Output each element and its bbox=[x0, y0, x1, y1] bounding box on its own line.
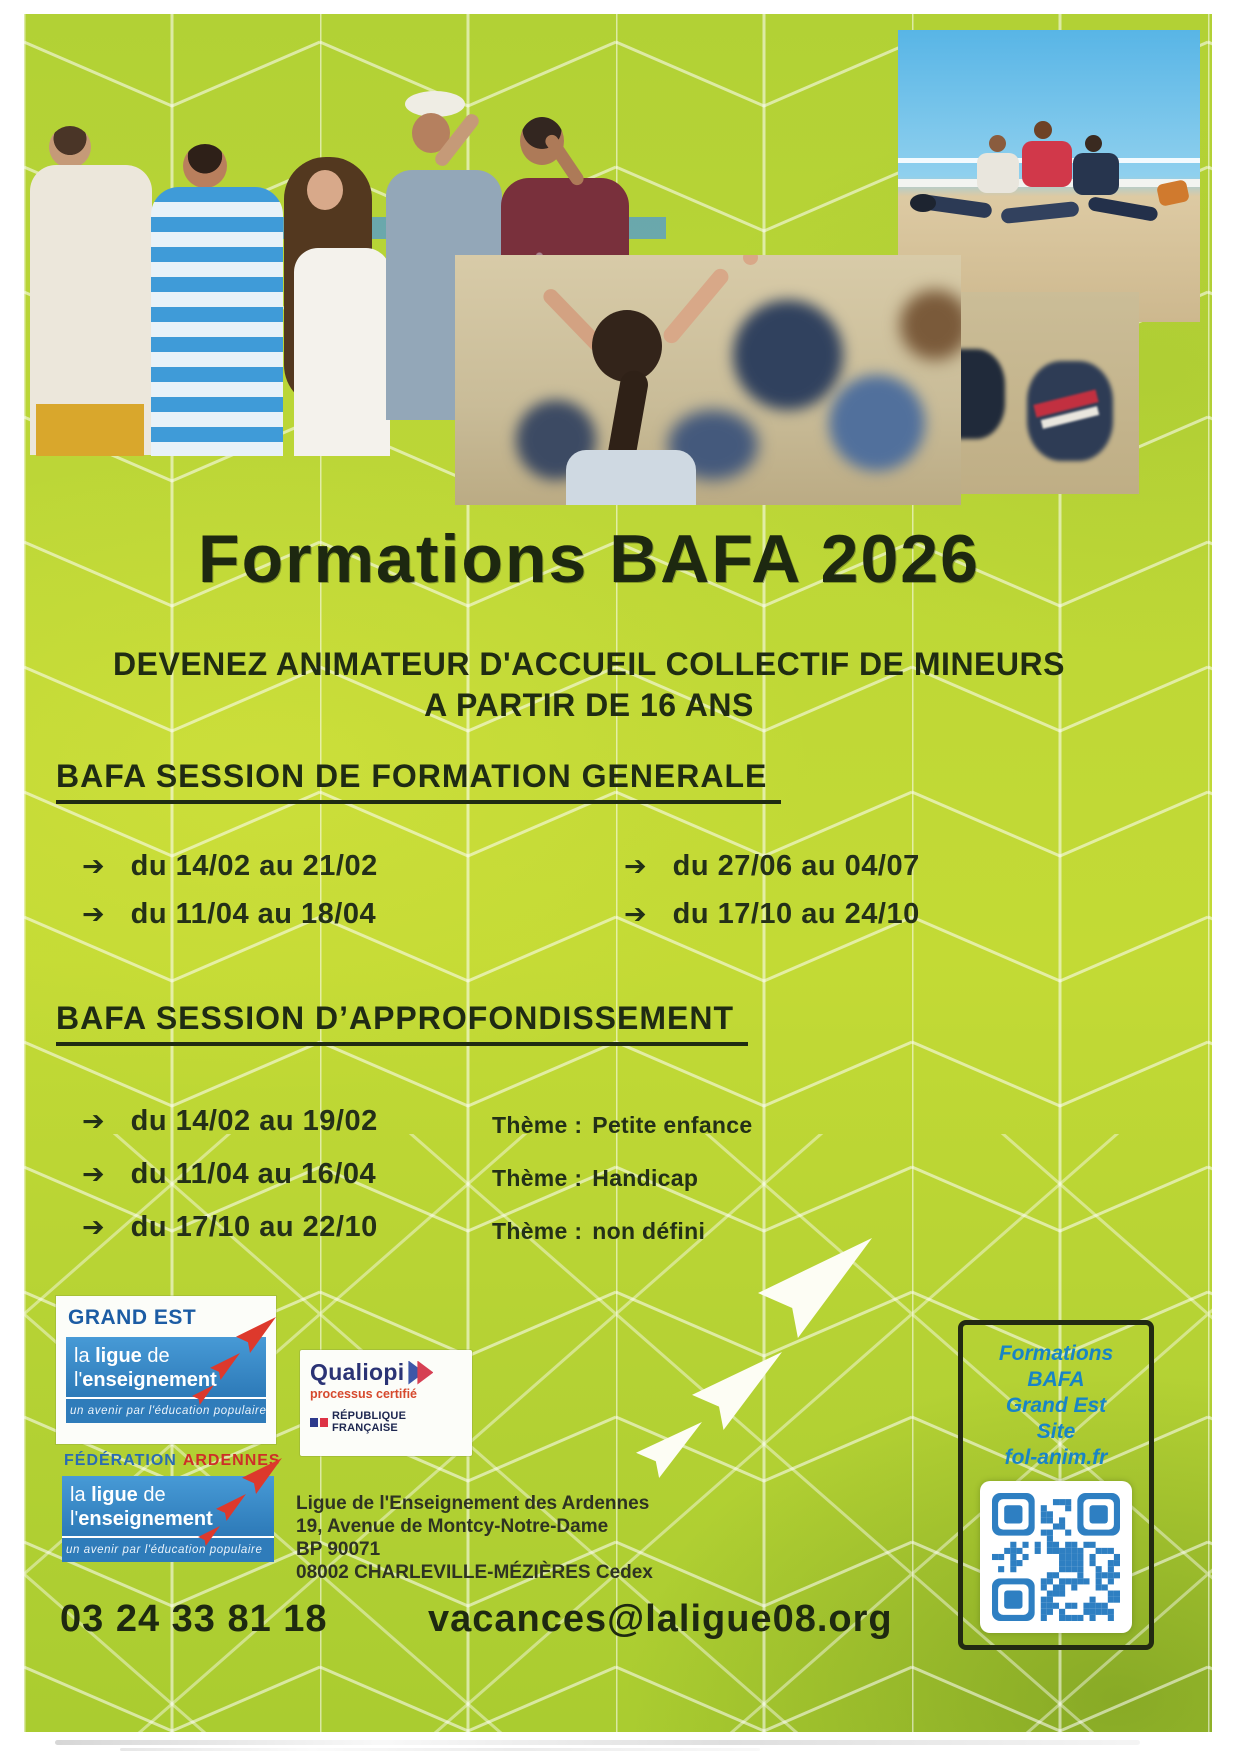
grand-est-ligue-logo bbox=[56, 1296, 276, 1444]
decorative-shape bbox=[660, 266, 731, 347]
poster-title: Formations BAFA 2026 bbox=[198, 521, 980, 597]
federation-ardennes-label bbox=[64, 1452, 281, 1470]
info-box-line: Formations bbox=[998, 1342, 1114, 1365]
qualiopi-process-label: processus certifié bbox=[310, 1387, 417, 1401]
info-box-line: BAFA bbox=[1027, 1368, 1085, 1391]
decorative-shape bbox=[910, 194, 936, 212]
decorative-shape bbox=[900, 290, 961, 360]
general-date-row bbox=[624, 898, 920, 931]
general-date-row bbox=[624, 850, 920, 883]
section-heading-approfondissement: BAFA SESSION D’APPROFONDISSEMENT bbox=[56, 1000, 748, 1046]
arrow-icon: ➔ bbox=[82, 899, 105, 929]
ligue-enseignement-block bbox=[66, 1337, 266, 1423]
approfondissement-date-row bbox=[82, 1105, 378, 1138]
flyer-poster bbox=[24, 14, 1212, 1732]
theme-label: Thème : bbox=[492, 1165, 583, 1191]
federation-word: FÉDÉRATION bbox=[64, 1452, 177, 1469]
session-date: du 14/02 au 19/02 bbox=[130, 1105, 378, 1137]
arrow-icon: ➔ bbox=[82, 851, 105, 881]
animator-group-photo bbox=[455, 255, 961, 505]
theme-row bbox=[492, 1165, 698, 1192]
theme-value: non défini bbox=[592, 1218, 706, 1244]
decorative-shape bbox=[1088, 196, 1159, 222]
ligue-enseignement-block bbox=[62, 1476, 274, 1562]
ligue-text: la bbox=[70, 1484, 92, 1506]
qr-code-image bbox=[992, 1493, 1120, 1621]
session-date: du 27/06 au 04/07 bbox=[672, 850, 920, 882]
ligue-text-bold: enseignement bbox=[82, 1369, 217, 1391]
ardennes-word: ARDENNES bbox=[182, 1452, 281, 1469]
decorative-shape bbox=[151, 187, 283, 456]
french-flag-icon bbox=[310, 1418, 328, 1427]
decorative-shape bbox=[294, 248, 390, 456]
address-line: Ligue de l'Enseignement des Ardennes bbox=[296, 1493, 650, 1514]
general-date-row bbox=[82, 898, 376, 931]
decorative-shape bbox=[829, 375, 925, 471]
approfondissement-date-row bbox=[82, 1158, 376, 1191]
decorative-shape bbox=[989, 135, 1006, 152]
scan-artifact bbox=[120, 1748, 760, 1751]
decorative-shape bbox=[733, 300, 843, 410]
info-box-line: Site bbox=[1036, 1420, 1076, 1443]
republique-francaise-label: RÉPUBLIQUE FRANÇAISE bbox=[332, 1410, 407, 1434]
theme-row bbox=[492, 1112, 752, 1139]
poster-subtitle bbox=[24, 644, 1154, 726]
info-box-line: Grand Est bbox=[1005, 1394, 1107, 1417]
subtitle-line-1: DEVENEZ ANIMATEUR D'ACCUEIL COLLECTIF DE MINEURS bbox=[113, 646, 1065, 682]
decorative-shape bbox=[1000, 201, 1079, 224]
ligue-text-bold: ligue bbox=[91, 1484, 138, 1506]
session-date: du 17/10 au 22/10 bbox=[130, 1211, 378, 1243]
decorative-shape bbox=[743, 255, 758, 265]
qualiopi-chevron-icon bbox=[417, 1361, 433, 1385]
session-date: du 11/04 au 18/04 bbox=[130, 898, 377, 930]
address-line: BP 90071 bbox=[296, 1539, 381, 1560]
decorative-shape bbox=[1073, 153, 1119, 195]
approfondissement-date-row bbox=[82, 1211, 378, 1244]
federation-ardennes-logo bbox=[62, 1452, 281, 1562]
qr-code bbox=[980, 1481, 1132, 1633]
decorative-shape bbox=[977, 153, 1019, 193]
ligue-text: de bbox=[141, 1345, 170, 1367]
address-line: 08002 CHARLEVILLE-MÉZIÈRES Cedex bbox=[296, 1562, 653, 1583]
address-line: 19, Avenue de Montcy-Notre-Dame bbox=[296, 1516, 609, 1537]
section-heading-formation-generale: BAFA SESSION DE FORMATION GENERALE bbox=[56, 758, 781, 804]
ligue-text-bold: enseignement bbox=[78, 1508, 213, 1530]
decorative-shape bbox=[566, 450, 696, 505]
ligue-enseignement-wordmark bbox=[66, 1337, 266, 1397]
arrow-icon: ➔ bbox=[82, 1106, 105, 1136]
qualiopi-logo bbox=[300, 1350, 472, 1456]
ligue-tagline: un avenir par l'éducation populaire bbox=[62, 1536, 274, 1562]
qualiopi-wordmark: Qualiopi bbox=[310, 1359, 405, 1385]
arrow-icon: ➔ bbox=[82, 1159, 105, 1189]
ligue-text: l' bbox=[70, 1508, 79, 1530]
decorative-shape bbox=[49, 126, 91, 168]
decorative-shape bbox=[1022, 141, 1072, 187]
subtitle-line-2: A PARTIR DE 16 ANS bbox=[424, 687, 754, 723]
republique-francaise-mark bbox=[310, 1410, 462, 1434]
session-date: du 11/04 au 16/04 bbox=[130, 1158, 377, 1190]
ligue-tagline: un avenir par l'éducation populaire bbox=[66, 1397, 266, 1423]
info-box-website: fol-anim.fr bbox=[1004, 1446, 1108, 1469]
ligue-text: de bbox=[137, 1484, 166, 1506]
arrow-icon: ➔ bbox=[624, 899, 647, 929]
session-date: du 14/02 au 21/02 bbox=[130, 850, 378, 882]
postal-address bbox=[296, 1492, 653, 1584]
theme-row bbox=[492, 1218, 705, 1245]
scan-artifact bbox=[55, 1740, 1140, 1745]
grand-est-label: GRAND EST bbox=[68, 1306, 197, 1329]
ligue-enseignement-wordmark bbox=[62, 1476, 274, 1536]
theme-label: Thème : bbox=[492, 1112, 583, 1138]
theme-value: Handicap bbox=[592, 1165, 699, 1191]
decorative-shape bbox=[1034, 121, 1052, 139]
arrow-icon: ➔ bbox=[624, 851, 647, 881]
theme-value: Petite enfance bbox=[592, 1112, 753, 1138]
arrow-icon: ➔ bbox=[82, 1212, 105, 1242]
ligue-text: la bbox=[74, 1345, 96, 1367]
ligue-text: l' bbox=[74, 1369, 83, 1391]
decorative-shape bbox=[183, 144, 227, 188]
decorative-shape bbox=[36, 404, 144, 456]
decorative-shape bbox=[307, 170, 343, 210]
theme-label: Thème : bbox=[492, 1218, 583, 1244]
general-date-row bbox=[82, 850, 378, 883]
phone-number: 03 24 33 81 18 bbox=[60, 1598, 328, 1640]
decorative-shape bbox=[1085, 135, 1102, 152]
fol-anim-info-box bbox=[958, 1320, 1154, 1650]
ligue-text-bold: ligue bbox=[95, 1345, 142, 1367]
session-date: du 17/10 au 24/10 bbox=[672, 898, 920, 930]
email-address: vacances@laligue08.org bbox=[428, 1598, 893, 1640]
